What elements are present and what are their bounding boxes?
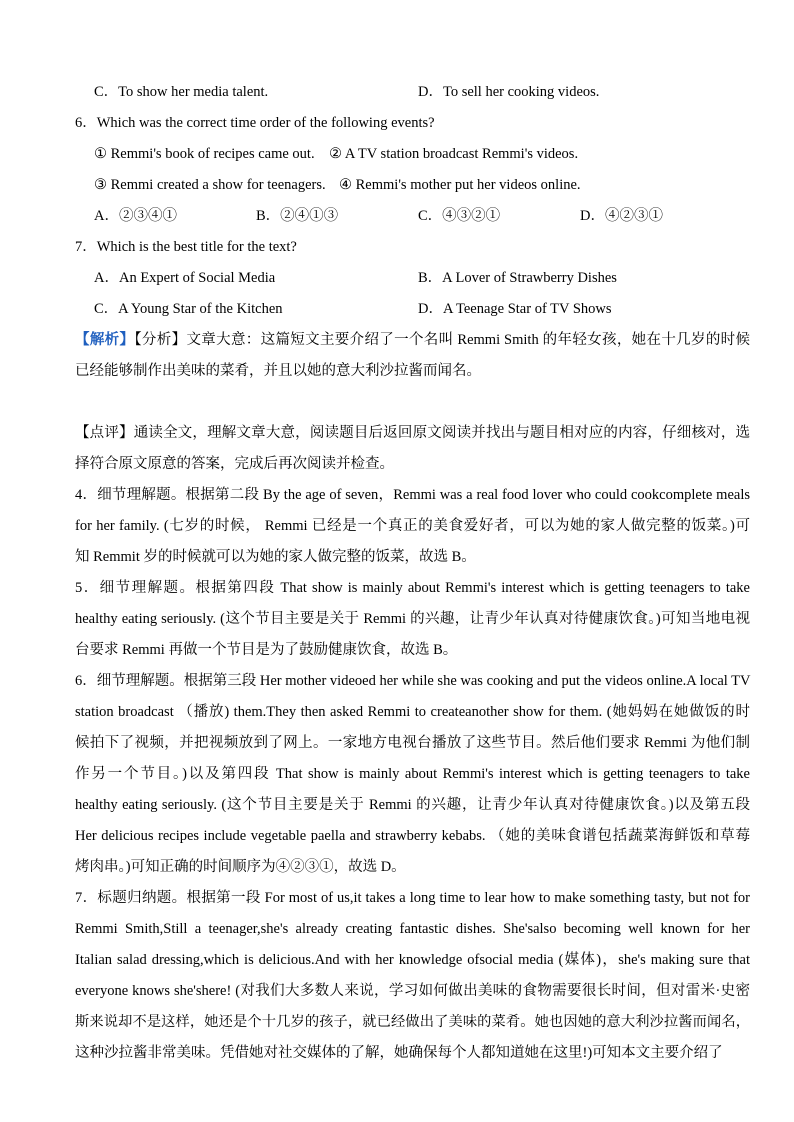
q7-option-a: A．An Expert of Social Media bbox=[94, 270, 276, 286]
explanation-7-line-4: everyone knows she'shere! (对我们大多数人来说，学习如何做出美味的食物需要很长时间，但对雷米·史密 bbox=[75, 983, 750, 999]
q7-stem: 7．Which is the best title for the text? bbox=[75, 239, 297, 255]
explanation-5-line-3: 台要求 Remmi 再做一个节目是为了鼓励健康饮食，故选 B。 bbox=[75, 642, 458, 658]
explanation-7-line-6: 这种沙拉酱非常美味。凭借她对社交媒体的了解，她确保每个人都知道她在这里!)可知本文主要介绍了 bbox=[75, 1045, 723, 1061]
explanation-7-line-2: Remmi Smith,Still a teenager,she's already creating fantastic dishes. She'salso becoming well known for her bbox=[75, 921, 750, 937]
q7-option-d: D．A Teenage Star of TV Shows bbox=[418, 301, 612, 317]
explanation-6-line-5: healthy eating seriously. (这个节目主要是关于 Remmi 的兴趣，让青少年认真对待健康饮食。)以及第五段 bbox=[75, 797, 750, 813]
comment-tag: 【点评】 bbox=[75, 425, 134, 441]
q6-event-4: ④ Remmi's mother put her videos online. bbox=[339, 177, 581, 193]
q6-option-b: B．②④①③ bbox=[256, 208, 339, 224]
explanation-7-line-3: Italian salad dressing,which is delicious.And with her knowledge ofsocial media (媒体)，she's making sure that bbox=[75, 952, 750, 968]
explanation-6-line-2: station broadcast （播放) them.They then asked Remmi to createanother show for them. (她妈妈在她做饭的时 bbox=[75, 704, 750, 720]
explanation-6-line-7: 烤肉串。)可知正确的时间顺序为④②③①，故选 D。 bbox=[75, 859, 406, 875]
q6-option-a: A．②③④① bbox=[94, 208, 177, 224]
q5-option-d: D．To sell her cooking videos. bbox=[418, 84, 600, 100]
explanation-7-line-5: 斯来说却不是这样，她还是个十几岁的孩子，就已经做出了美味的菜肴。她也因她的意大利沙拉酱而闻名， bbox=[75, 1014, 750, 1030]
q6-event-3: ③ Remmi created a show for teenagers. bbox=[94, 177, 326, 193]
analysis-subtag: 【分析】 bbox=[134, 332, 187, 348]
explanation-5-line-1: 5．细节理解题。根据第四段 That show is mainly about Remmi's interest which is getting teenagers to take bbox=[75, 580, 750, 596]
explanation-6-line-3: 候拍下了视频，并把视频放到了网上。一家地方电视台播放了这些节目。然后他们要求 Remmi 为他们制 bbox=[75, 735, 750, 751]
explanation-4-line-3: 知 Remmit 岁的时候就可以为她的家人做完整的饭菜，故选 B。 bbox=[75, 549, 476, 565]
explanation-5-line-2: healthy eating seriously. (这个节目主要是关于 Remmi 的兴趣，让青少年认真对待健康饮食。)可知当地电视 bbox=[75, 611, 750, 627]
q7-option-c: C．A Young Star of the Kitchen bbox=[94, 301, 283, 317]
q6-event-2: ② A TV station broadcast Remmi's videos. bbox=[329, 146, 579, 162]
q6-stem: 6．Which was the correct time order of the following events? bbox=[75, 115, 435, 131]
explanation-6-line-6: Her delicious recipes include vegetable paella and strawberry kebabs. （她的美味食谱包括蔬菜海鲜饭和草莓 bbox=[75, 828, 750, 844]
explanation-4-line-2: for her family. (七岁的时候， Remmi 已经是一个真正的美食爱好者，可以为她的家人做完整的饭菜。)可 bbox=[75, 518, 750, 534]
explanation-6-line-4: 作另一个节目。)以及第四段 That show is mainly about Remmi's interest which is getting teenagers to take bbox=[75, 766, 750, 782]
explanation-7-line-1: 7．标题归纳题。根据第一段 For most of us,it takes a long time to lear how to make something tasty, but not for bbox=[75, 890, 750, 906]
analysis-tag: 【解析】 bbox=[75, 332, 135, 348]
q5-option-c: C．To show her media talent. bbox=[94, 84, 269, 100]
comment-line-2: 择符合原文原意的答案，完成后再次阅读并检查。 bbox=[75, 456, 394, 472]
analysis-line-1 bbox=[75, 330, 750, 350]
explanation-4-line-1: 4．细节理解题。根据第二段 By the age of seven，Remmi was a real food lover who could cookcomplete meals bbox=[75, 487, 750, 503]
analysis-line-2: 已经能够制作出美味的菜肴，并且以她的意大利沙拉酱而闻名。 bbox=[75, 363, 481, 379]
q6-option-d: D．④②③① bbox=[580, 208, 663, 224]
comment-text-1: 通读全文，理解文章大意，阅读题目后返回原文阅读并找出与题目相对应的内容，仔细核对，选 bbox=[133, 425, 751, 441]
analysis-text-1: 文章大意：这篇短文主要介绍了一个名叫 Remmi Smith 的年轻女孩，她在十几岁的时候 bbox=[186, 332, 751, 348]
q6-event-1: ① Remmi's book of recipes came out. bbox=[94, 146, 315, 162]
comment-line-1 bbox=[75, 423, 750, 443]
q6-option-c: C．④③②① bbox=[418, 208, 501, 224]
explanation-6-line-1: 6．细节理解题。根据第三段 Her mother videoed her while she was cooking and put the videos online.A local TV bbox=[75, 673, 751, 689]
q7-option-b: B．A Lover of Strawberry Dishes bbox=[418, 270, 617, 286]
